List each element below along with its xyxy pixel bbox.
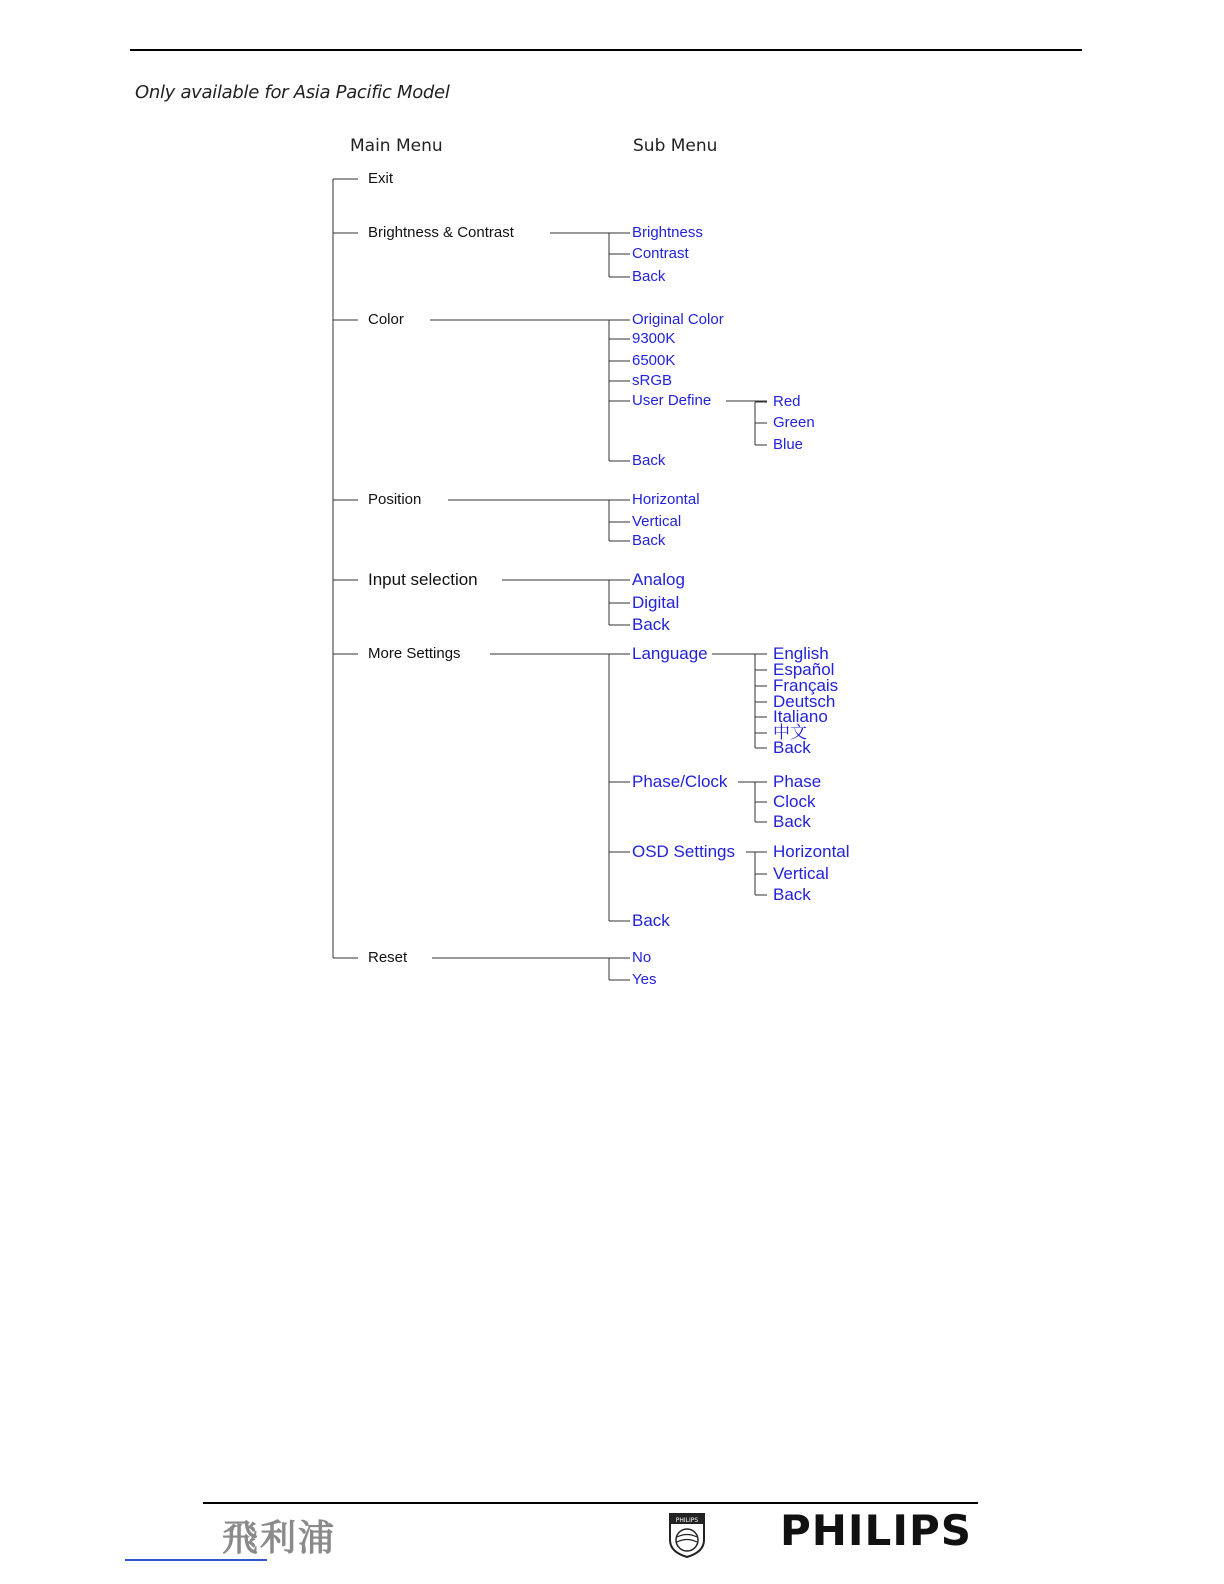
third-level-item: English [773,644,829,663]
sub-menu-item: Horizontal [632,491,700,508]
main-menu-item: Reset [368,949,408,966]
main-menu-item: Position [368,491,422,508]
third-level-item: Vertical [773,864,829,883]
main-menu-header: Main Menu [350,136,443,156]
philips-chinese-logo: 飛利浦 [222,1518,337,1559]
main-menu-item: Input selection [368,570,478,589]
third-level-item: Français [773,676,839,695]
main-menu-item: More Settings [368,645,461,662]
sub-menu-item: sRGB [632,372,673,389]
third-level-item: Back [773,812,811,831]
sub-menu-item: User Define [632,392,712,409]
main-menu-item: Exit [368,170,394,187]
sub-menu-item: Digital [632,593,680,612]
third-level-item: Green [773,414,815,431]
third-level-item: Back [773,885,811,904]
sub-menu-item: Brightness [632,224,703,241]
sub-menu-item: Language [632,644,708,663]
third-level-item: 中文 [773,723,807,742]
third-level-item: Deutsch [773,692,836,711]
sub-menu-item: Back [632,452,666,469]
third-level-item: Red [773,393,801,410]
sub-menu-item: Phase/Clock [632,772,728,791]
sub-menu-item: Analog [632,570,685,589]
sub-menu-header: Sub Menu [633,136,718,156]
main-menu-item: Brightness & Contrast [368,224,514,241]
bottom-rule [203,1502,978,1504]
sub-menu-item: OSD Settings [632,842,735,861]
main-menu-item: Color [368,311,404,328]
sub-menu-item: 6500K [632,352,676,369]
sub-menu-item: Back [632,532,666,549]
third-level-item: Back [773,738,811,757]
availability-note: Only available for Asia Pacific Model [135,82,450,103]
sub-menu-item: Back [632,268,666,285]
philips-shield-icon [668,1512,706,1558]
third-level-item: Clock [773,792,816,811]
sub-menu-item: Back [632,911,670,930]
sub-menu-item: Contrast [632,245,689,262]
sub-menu-item: Back [632,615,670,634]
third-level-item: Español [773,660,835,679]
sub-menu-item: Original Color [632,311,724,328]
footer-link-underline [125,1559,267,1561]
third-level-item: Horizontal [773,842,850,861]
third-level-item: Italiano [773,707,828,726]
third-level-item: Phase [773,772,822,791]
sub-menu-item: Yes [632,971,657,988]
third-level-item: Blue [773,436,804,453]
sub-menu-item: Vertical [632,513,682,530]
philips-wordmark: PHILIPS [780,1506,972,1555]
sub-menu-item: No [632,949,652,966]
sub-menu-item: 9300K [632,330,676,347]
shield-text: PHILIPS [675,1517,699,1524]
